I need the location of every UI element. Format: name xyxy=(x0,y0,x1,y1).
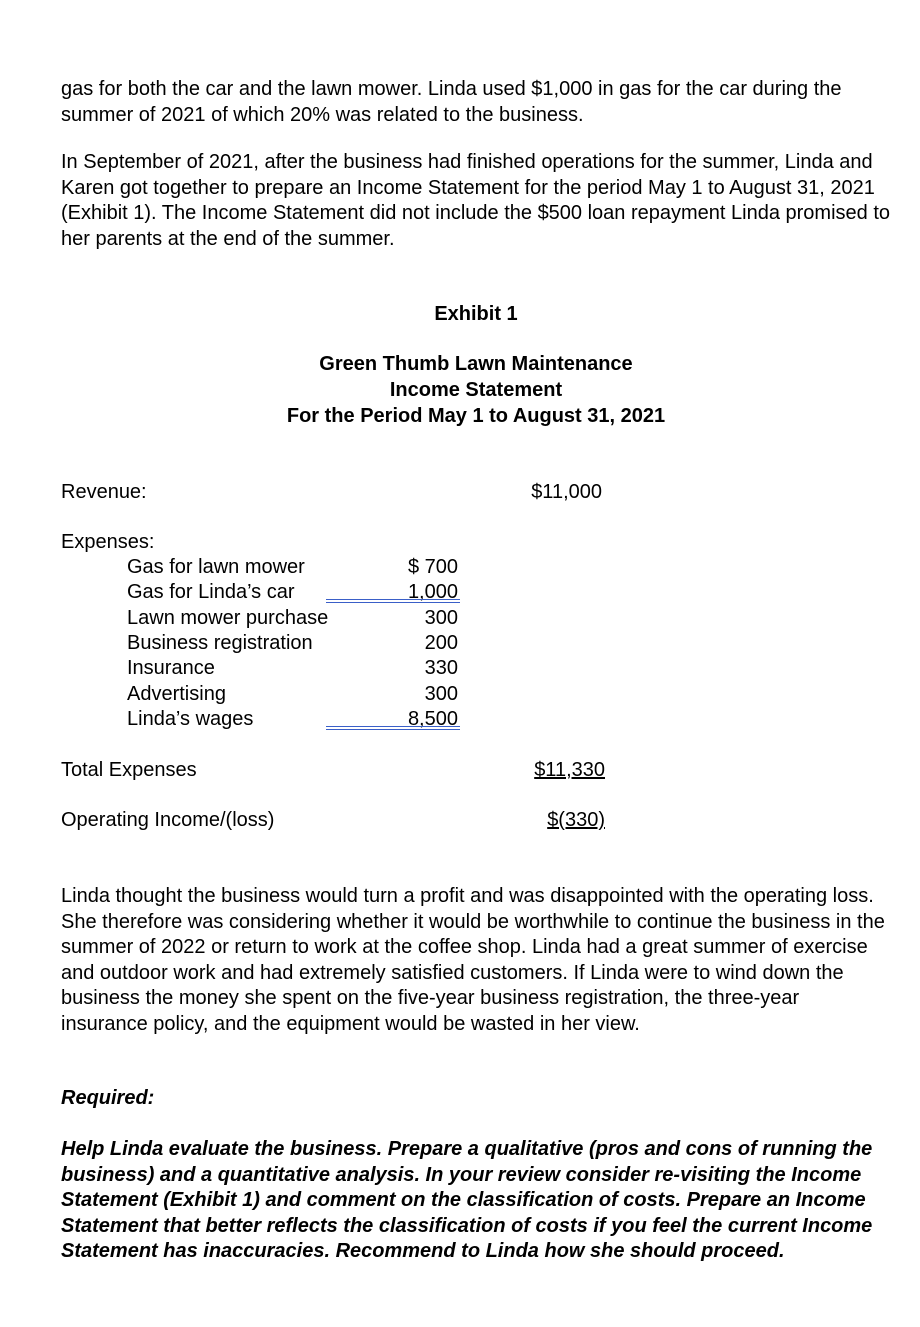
operating-income-value: $(330) xyxy=(547,809,605,831)
operating-income-label: Operating Income/(loss) xyxy=(61,809,275,831)
divider-line xyxy=(326,599,460,600)
statement-period: For the Period May 1 to August 31, 2021 xyxy=(286,405,666,427)
divider-line xyxy=(326,602,460,603)
expense-value: 1,000 xyxy=(407,581,458,603)
expenses-label: Expenses: xyxy=(61,531,155,553)
revenue-value: $11,000 xyxy=(531,481,602,503)
body-paragraph: Linda thought the business would turn a profit and was disappointed with the operating loss. She therefore was considering whether it would be worthwhile to continue the business in the summer of 2022 or return to work at the coffee shop. Linda had a great summer of exercise and outdoor work and had extremely satisfied customers. If Linda were to wind down the business the money she spent on the five-year business registration, the three-year insurance policy, and the equipment would be wasted in her view. xyxy=(61,885,885,1035)
revenue-label: Revenue: xyxy=(61,481,147,503)
intro-paragraph-1: gas for both the car and the lawn mower. Linda used $1,000 in gas for the car during the summer of 2021 of which 20% was related to the business. xyxy=(61,78,842,126)
required-text: Help Linda evaluate the business. Prepare a qualitative (pros and cons of running the business) and a quantitative analysis. In your review consider re-visiting the Income Statement (Exhibit 1) and comment on the classification of costs. Prepare an Income Statement that better reflects the classification of costs if you feel the current Income Statement has inaccuracies. Recommend to Linda how she should proceed. xyxy=(61,1138,873,1262)
expense-value: 300 xyxy=(424,683,458,705)
expense-label: Insurance xyxy=(127,657,215,679)
expense-value: 330 xyxy=(424,657,458,679)
expense-value: 200 xyxy=(424,632,458,654)
expense-label: Lawn mower purchase xyxy=(127,607,329,629)
expense-value: 300 xyxy=(424,607,458,629)
expense-label: Gas for lawn mower xyxy=(127,556,305,578)
expense-label: Advertising xyxy=(127,683,226,705)
exhibit-label: Exhibit 1 xyxy=(434,303,518,325)
total-expenses-value: $11,330 xyxy=(534,759,605,781)
expense-value: 8,500 xyxy=(407,708,458,730)
statement-title: Income Statement xyxy=(389,379,563,401)
divider-line xyxy=(326,726,460,727)
intro-paragraph-2: In September of 2021, after the business had finished operations for the summer, Linda and Karen got together to prepare an Income Statement for the period May 1 to August 31, 2021 (Exhibit 1). The Income Statement did not include the $500 loan repayment Linda promised to her parents at the end of the summer. xyxy=(61,151,891,250)
expense-label: Linda’s wages xyxy=(127,708,254,730)
required-heading: Required: xyxy=(61,1087,155,1109)
total-expenses-label: Total Expenses xyxy=(61,759,197,781)
divider-line xyxy=(326,729,460,730)
company-name: Green Thumb Lawn Maintenance xyxy=(319,353,633,375)
expense-label: Gas for Linda’s car xyxy=(127,581,295,603)
expense-value: $ 700 xyxy=(407,556,458,578)
expense-label: Business registration xyxy=(127,632,313,654)
